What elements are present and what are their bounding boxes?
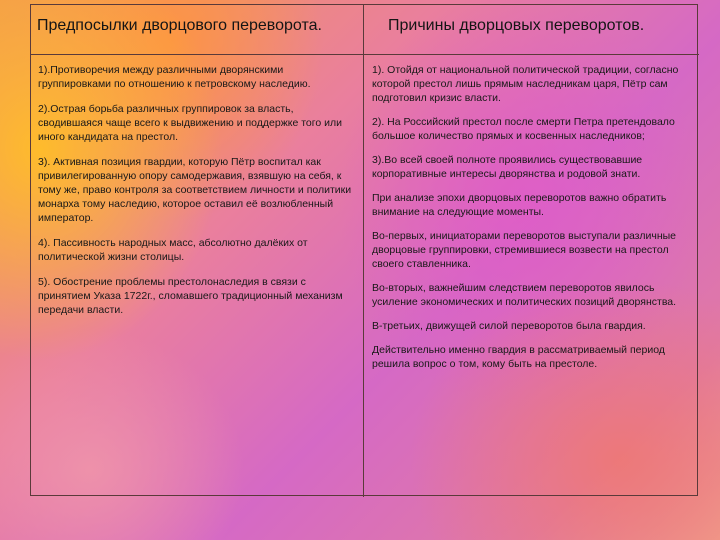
right-item-3: 3).Во всей своей полноте проявились существовавшие корпоративные интересы дворянства и родовой знати. [372, 154, 643, 180]
left-item-4: 4). Пассивность народных масс, абсолютно далёких от политической жизни столицы. [38, 237, 308, 263]
right-item-7: В-третьих, движущей силой переворотов была гвардия. [372, 320, 646, 332]
left-items-list [31, 55, 363, 317]
left-column-body [31, 55, 364, 497]
left-item-5: 5). Обострение проблемы престолонаследия в связи с принятием Указа 1722г., сломавшего традиционный механизм передачи власти. [38, 276, 343, 316]
right-column-header [364, 5, 699, 55]
comparison-table [30, 4, 698, 496]
right-item-4: При анализе эпохи дворцовых переворотов важно обратить внимание на следующие моменты. [372, 192, 667, 218]
right-item-1: 1). Отойдя от национальной политической традиции, согласно которой престол лишь прямым наследникам царя, Пётр сам подготовил кризис власти. [372, 64, 679, 104]
left-item-2: 2).Острая борьба различных группировок за власть, сводившаяся чаще всего к выдвижению и поддержке того или иного кандидата на престол. [38, 103, 342, 143]
left-column-header [31, 5, 364, 55]
right-item-2: 2). На Российский престол после смерти Петра претендовало большое количество прямых и косвенных наследников; [372, 116, 675, 142]
left-item-1: 1).Противоречия между различными дворянскими группировками по отношению к петровскому наследию. [38, 64, 311, 90]
left-heading: Предпосылки дворцового переворота. [37, 17, 322, 34]
right-item-8: Действительно именно гвардия в рассматриваемый период решила вопрос о том, кому быть на престоле. [372, 344, 665, 370]
right-item-5: Во-первых, инициаторами переворотов выступали различные дворцовые группировки, стремившиеся возвести на престол своего ставленника. [372, 230, 677, 270]
right-heading: Причины дворцовых переворотов. [388, 17, 645, 34]
right-item-6: Во-вторых, важнейшим следствием переворотов явилось усиление экономических и политических позиций дворянства. [372, 282, 677, 308]
left-item-3: 3). Активная позиция гвардии, которую Пётр воспитал как привилегированную опору самодержавия, взявшую на себя, к тому же, право контроля за соответствием личности и политики монарха тому наследию, которое оставил её возлюбленный император. [38, 156, 352, 224]
right-items-list [364, 55, 699, 371]
right-column-body [364, 55, 699, 497]
